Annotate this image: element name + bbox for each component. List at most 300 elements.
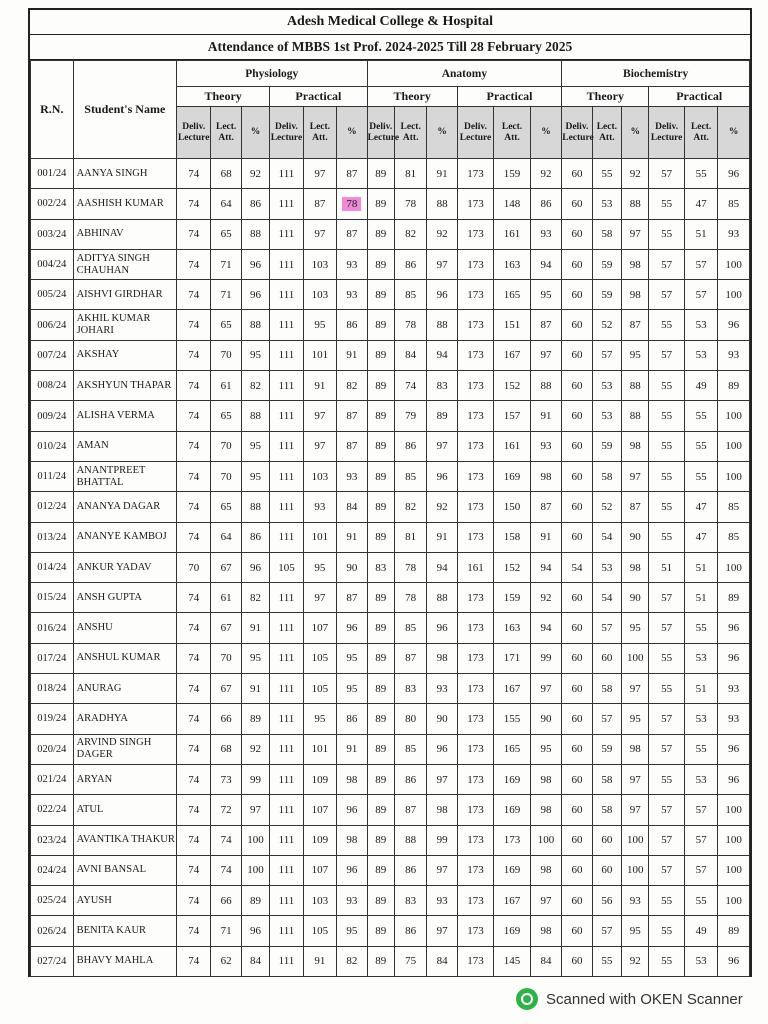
attendance-cell: 97 — [530, 886, 561, 916]
column-header: % — [241, 107, 269, 159]
attendance-cell: 89 — [367, 492, 394, 522]
attendance-cell: 98 — [622, 280, 649, 310]
attendance-cell: 96 — [337, 613, 367, 643]
attendance-cell: 60 — [562, 401, 592, 431]
roll-number: 013/24 — [31, 522, 74, 552]
student-name: ANKUR YADAV — [73, 552, 176, 582]
attendance-cell: 111 — [270, 492, 303, 522]
rn-header: R.N. — [31, 61, 74, 159]
attendance-cell: 90 — [622, 522, 649, 552]
attendance-cell: 51 — [684, 552, 717, 582]
attendance-cell: 87 — [530, 310, 561, 340]
attendance-cell: 105 — [270, 552, 303, 582]
roll-number: 025/24 — [31, 886, 74, 916]
attendance-cell: 96 — [241, 249, 269, 279]
attendance-cell: 78 — [394, 189, 426, 219]
roll-number: 005/24 — [31, 280, 74, 310]
column-header: Deliv. Lecture — [649, 107, 684, 159]
roll-number: 024/24 — [31, 855, 74, 885]
student-name: ATUL — [73, 795, 176, 825]
attendance-cell: 60 — [562, 946, 592, 976]
attendance-cell: 52 — [592, 310, 621, 340]
attendance-cell: 111 — [270, 522, 303, 552]
attendance-cell: 53 — [592, 401, 621, 431]
attendance-cell: 89 — [367, 310, 394, 340]
attendance-cell: 74 — [211, 825, 241, 855]
attendance-cell: 83 — [394, 674, 426, 704]
attendance-cell: 87 — [337, 431, 367, 461]
student-name: ANSHU — [73, 613, 176, 643]
attendance-cell: 97 — [530, 340, 561, 370]
attendance-cell: 101 — [303, 340, 336, 370]
attendance-cell: 57 — [649, 340, 684, 370]
attendance-cell: 93 — [337, 249, 367, 279]
attendance-cell: 165 — [494, 734, 530, 764]
attendance-cell: 74 — [176, 825, 210, 855]
attendance-cell: 57 — [684, 280, 717, 310]
attendance-cell: 111 — [270, 280, 303, 310]
attendance-cell: 87 — [394, 643, 426, 673]
attendance-cell: 55 — [684, 401, 717, 431]
attendance-cell: 83 — [367, 552, 394, 582]
table-row — [31, 492, 750, 522]
attendance-cell: 111 — [270, 855, 303, 885]
attendance-cell: 92 — [530, 159, 561, 189]
attendance-cell: 60 — [562, 916, 592, 946]
attendance-cell: 96 — [718, 643, 750, 673]
attendance-cell: 97 — [427, 249, 457, 279]
attendance-cell: 96 — [718, 734, 750, 764]
attendance-cell: 74 — [176, 795, 210, 825]
attendance-cell: 55 — [649, 916, 684, 946]
attendance-cell: 57 — [592, 704, 621, 734]
student-name: AMAN — [73, 431, 176, 461]
attendance-cell: 53 — [684, 310, 717, 340]
student-name: AKHIL KUMAR JOHARI — [73, 310, 176, 340]
attendance-cell: 173 — [457, 764, 493, 794]
attendance-cell: 173 — [457, 492, 493, 522]
attendance-cell: 60 — [562, 159, 592, 189]
attendance-cell: 57 — [649, 795, 684, 825]
attendance-cell: 88 — [622, 189, 649, 219]
attendance-cell: 74 — [176, 946, 210, 976]
attendance-cell: 74 — [176, 340, 210, 370]
attendance-cell: 60 — [562, 855, 592, 885]
roll-number: 008/24 — [31, 371, 74, 401]
attendance-cell: 111 — [270, 674, 303, 704]
attendance-cell: 96 — [241, 552, 269, 582]
attendance-cell: 74 — [176, 764, 210, 794]
student-name: ADITYA SINGH CHAUHAN — [73, 249, 176, 279]
attendance-cell: 96 — [337, 855, 367, 885]
name-header: Student's Name — [73, 61, 176, 159]
attendance-cell: 101 — [303, 734, 336, 764]
attendance-cell: 60 — [562, 583, 592, 613]
attendance-cell: 100 — [622, 855, 649, 885]
attendance-cell: 86 — [241, 522, 269, 552]
attendance-cell: 89 — [367, 522, 394, 552]
student-name: AVANTIKA THAKUR — [73, 825, 176, 855]
attendance-cell: 55 — [649, 674, 684, 704]
attendance-cell: 74 — [176, 886, 210, 916]
attendance-cell: 74 — [176, 704, 210, 734]
attendance-cell: 65 — [211, 310, 241, 340]
attendance-cell: 55 — [649, 461, 684, 491]
table-row — [31, 764, 750, 794]
roll-number: 014/24 — [31, 552, 74, 582]
attendance-cell: 94 — [530, 613, 561, 643]
attendance-cell: 98 — [337, 825, 367, 855]
attendance-cell: 73 — [211, 764, 241, 794]
table-row — [31, 886, 750, 916]
attendance-cell: 82 — [337, 946, 367, 976]
attendance-cell: 89 — [718, 916, 750, 946]
attendance-cell: 91 — [337, 522, 367, 552]
attendance-cell: 169 — [494, 764, 530, 794]
attendance-cell: 51 — [684, 219, 717, 249]
attendance-cell: 74 — [394, 371, 426, 401]
attendance-cell: 111 — [270, 795, 303, 825]
attendance-cell: 107 — [303, 613, 336, 643]
attendance-cell: 61 — [211, 371, 241, 401]
table-row — [31, 946, 750, 976]
attendance-cell: 93 — [718, 704, 750, 734]
attendance-cell: 96 — [427, 461, 457, 491]
attendance-cell: 93 — [530, 431, 561, 461]
attendance-cell: 111 — [270, 159, 303, 189]
attendance-cell: 98 — [427, 643, 457, 673]
attendance-cell: 173 — [457, 461, 493, 491]
attendance-cell: 55 — [649, 189, 684, 219]
attendance-cell: 97 — [241, 795, 269, 825]
attendance-cell: 98 — [337, 764, 367, 794]
attendance-cell: 103 — [303, 249, 336, 279]
attendance-cell: 55 — [649, 219, 684, 249]
attendance-cell: 173 — [457, 431, 493, 461]
attendance-cell: 65 — [211, 492, 241, 522]
attendance-cell: 111 — [270, 310, 303, 340]
attendance-cell: 109 — [303, 825, 336, 855]
attendance-cell: 111 — [270, 249, 303, 279]
student-name: ARADHYA — [73, 704, 176, 734]
student-name: ANANYE KAMBOJ — [73, 522, 176, 552]
attendance-cell: 89 — [367, 159, 394, 189]
attendance-cell: 66 — [211, 886, 241, 916]
physiology-practical-header: Practical — [270, 87, 367, 107]
attendance-cell: 55 — [684, 613, 717, 643]
attendance-cell: 173 — [457, 189, 493, 219]
attendance-cell: 81 — [394, 159, 426, 189]
attendance-cell: 93 — [427, 886, 457, 916]
table-row — [31, 613, 750, 643]
attendance-cell: 89 — [367, 886, 394, 916]
attendance-cell: 89 — [367, 249, 394, 279]
attendance-cell: 89 — [367, 704, 394, 734]
attendance-cell: 96 — [718, 613, 750, 643]
subject-biochemistry: Biochemistry — [562, 61, 750, 87]
table-row — [31, 643, 750, 673]
attendance-cell: 173 — [457, 613, 493, 643]
attendance-cell: 67 — [211, 674, 241, 704]
attendance-cell: 60 — [562, 795, 592, 825]
attendance-cell: 88 — [530, 371, 561, 401]
table-row — [31, 795, 750, 825]
attendance-cell: 58 — [592, 764, 621, 794]
attendance-cell: 84 — [337, 492, 367, 522]
attendance-cell: 169 — [494, 855, 530, 885]
attendance-cell: 152 — [494, 371, 530, 401]
attendance-cell: 93 — [337, 461, 367, 491]
attendance-cell: 96 — [718, 159, 750, 189]
attendance-cell: 60 — [562, 371, 592, 401]
table-row — [31, 219, 750, 249]
attendance-cell: 90 — [337, 552, 367, 582]
attendance-cell: 95 — [241, 340, 269, 370]
attendance-cell: 95 — [530, 734, 561, 764]
attendance-cell: 57 — [684, 825, 717, 855]
attendance-cell: 100 — [718, 431, 750, 461]
roll-number: 010/24 — [31, 431, 74, 461]
attendance-cell: 60 — [562, 340, 592, 370]
attendance-cell: 97 — [427, 855, 457, 885]
attendance-cell: 55 — [684, 431, 717, 461]
attendance-cell: 55 — [649, 764, 684, 794]
attendance-cell: 58 — [592, 795, 621, 825]
attendance-cell: 57 — [649, 249, 684, 279]
attendance-cell: 173 — [457, 219, 493, 249]
attendance-cell: 87 — [337, 401, 367, 431]
attendance-cell: 173 — [457, 310, 493, 340]
student-name: ALISHA VERMA — [73, 401, 176, 431]
attendance-cell: 56 — [592, 886, 621, 916]
attendance-cell: 173 — [457, 522, 493, 552]
attendance-cell: 68 — [211, 734, 241, 764]
roll-number: 001/24 — [31, 159, 74, 189]
attendance-cell: 93 — [530, 219, 561, 249]
attendance-cell: 92 — [622, 946, 649, 976]
student-name: ARVIND SINGH DAGER — [73, 734, 176, 764]
attendance-cell: 97 — [303, 219, 336, 249]
attendance-cell: 96 — [718, 946, 750, 976]
attendance-cell: 89 — [367, 825, 394, 855]
attendance-cell: 95 — [337, 916, 367, 946]
attendance-cell: 71 — [211, 249, 241, 279]
table-row — [31, 401, 750, 431]
attendance-cell: 173 — [457, 916, 493, 946]
attendance-cell: 72 — [211, 795, 241, 825]
attendance-cell: 89 — [718, 583, 750, 613]
attendance-cell: 100 — [622, 643, 649, 673]
attendance-cell: 53 — [684, 764, 717, 794]
attendance-cell: 74 — [176, 461, 210, 491]
attendance-cell: 100 — [718, 825, 750, 855]
roll-number: 011/24 — [31, 461, 74, 491]
attendance-cell: 60 — [562, 280, 592, 310]
attendance-cell: 90 — [530, 704, 561, 734]
attendance-cell: 60 — [592, 825, 621, 855]
attendance-cell: 97 — [303, 159, 336, 189]
attendance-cell: 96 — [337, 795, 367, 825]
attendance-cell: 88 — [394, 825, 426, 855]
roll-number: 004/24 — [31, 249, 74, 279]
attendance-cell: 111 — [270, 613, 303, 643]
attendance-cell: 60 — [592, 855, 621, 885]
table-row — [31, 159, 750, 189]
table-row — [31, 734, 750, 764]
attendance-cell: 97 — [427, 916, 457, 946]
attendance-cell: 96 — [718, 310, 750, 340]
attendance-cell: 92 — [622, 159, 649, 189]
column-header: Lect. Att. — [394, 107, 426, 159]
roll-number: 019/24 — [31, 704, 74, 734]
attendance-cell: 86 — [241, 189, 269, 219]
attendance-cell: 60 — [562, 825, 592, 855]
attendance-cell: 86 — [394, 249, 426, 279]
attendance-cell: 89 — [367, 280, 394, 310]
attendance-cell: 95 — [337, 643, 367, 673]
attendance-cell: 89 — [367, 855, 394, 885]
attendance-cell: 58 — [592, 461, 621, 491]
attendance-cell: 47 — [684, 522, 717, 552]
column-header: % — [530, 107, 561, 159]
attendance-cell: 90 — [427, 704, 457, 734]
attendance-cell: 89 — [367, 613, 394, 643]
attendance-cell: 161 — [457, 552, 493, 582]
attendance-cell: 53 — [684, 704, 717, 734]
attendance-cell: 60 — [562, 461, 592, 491]
attendance-cell: 103 — [303, 461, 336, 491]
attendance-cell: 169 — [494, 916, 530, 946]
attendance-cell: 52 — [592, 492, 621, 522]
attendance-cell: 54 — [592, 522, 621, 552]
student-name: ANANYA DAGAR — [73, 492, 176, 522]
attendance-cell: 89 — [367, 946, 394, 976]
attendance-cell: 100 — [241, 855, 269, 885]
attendance-cell: 95 — [337, 674, 367, 704]
attendance-cell: 82 — [337, 371, 367, 401]
attendance-cell: 111 — [270, 431, 303, 461]
attendance-cell: 89 — [367, 401, 394, 431]
attendance-cell: 87 — [303, 189, 336, 219]
attendance-cell: 157 — [494, 401, 530, 431]
attendance-cell: 82 — [241, 371, 269, 401]
attendance-cell: 101 — [303, 522, 336, 552]
attendance-cell: 85 — [394, 613, 426, 643]
attendance-cell: 152 — [494, 552, 530, 582]
attendance-cell: 92 — [427, 492, 457, 522]
attendance-cell: 64 — [211, 522, 241, 552]
attendance-cell: 88 — [427, 583, 457, 613]
attendance-cell: 57 — [649, 704, 684, 734]
attendance-cell: 89 — [367, 674, 394, 704]
attendance-cell: 60 — [562, 310, 592, 340]
attendance-cell: 87 — [394, 795, 426, 825]
attendance-cell: 51 — [684, 583, 717, 613]
attendance-cell: 70 — [176, 552, 210, 582]
attendance-cell: 88 — [241, 492, 269, 522]
attendance-cell: 49 — [684, 371, 717, 401]
attendance-cell: 59 — [592, 280, 621, 310]
attendance-cell: 74 — [176, 583, 210, 613]
attendance-cell: 111 — [270, 401, 303, 431]
attendance-cell: 100 — [718, 795, 750, 825]
attendance-cell: 54 — [592, 583, 621, 613]
anatomy-theory-header: Theory — [367, 87, 457, 107]
attendance-cell: 91 — [427, 522, 457, 552]
attendance-cell: 91 — [303, 946, 336, 976]
attendance-cell: 99 — [530, 643, 561, 673]
table-row — [31, 249, 750, 279]
attendance-cell: 86 — [394, 855, 426, 885]
attendance-cell: 89 — [367, 916, 394, 946]
column-header: Deliv. Lecture — [562, 107, 592, 159]
column-header: Lect. Att. — [592, 107, 621, 159]
student-name: ANSHUL KUMAR — [73, 643, 176, 673]
table-row — [31, 855, 750, 885]
attendance-cell: 53 — [592, 552, 621, 582]
attendance-cell: 65 — [211, 401, 241, 431]
attendance-cell: 107 — [303, 795, 336, 825]
oken-logo-icon — [516, 988, 538, 1010]
attendance-cell: 65 — [211, 219, 241, 249]
column-header: Lect. Att. — [211, 107, 241, 159]
attendance-cell: 163 — [494, 613, 530, 643]
attendance-cell: 91 — [303, 371, 336, 401]
college-title: Adesh Medical College & Hospital — [30, 8, 750, 35]
attendance-cell: 173 — [457, 280, 493, 310]
roll-number: 026/24 — [31, 916, 74, 946]
attendance-cell: 55 — [649, 310, 684, 340]
attendance-cell: 97 — [622, 795, 649, 825]
attendance-cell: 159 — [494, 583, 530, 613]
attendance-cell: 53 — [684, 946, 717, 976]
attendance-cell: 95 — [622, 704, 649, 734]
attendance-cell: 59 — [592, 249, 621, 279]
student-name: ANURAG — [73, 674, 176, 704]
attendance-cell: 95 — [303, 704, 336, 734]
attendance-cell: 95 — [303, 310, 336, 340]
attendance-cell: 161 — [494, 219, 530, 249]
attendance-cell: 89 — [367, 431, 394, 461]
attendance-cell: 55 — [684, 886, 717, 916]
attendance-cell: 103 — [303, 886, 336, 916]
biochemistry-practical-header: Practical — [649, 87, 750, 107]
attendance-cell: 93 — [337, 280, 367, 310]
attendance-cell: 173 — [457, 674, 493, 704]
attendance-cell: 95 — [622, 916, 649, 946]
attendance-cell: 95 — [241, 461, 269, 491]
attendance-cell: 55 — [592, 159, 621, 189]
attendance-cell: 74 — [176, 734, 210, 764]
attendance-cell: 95 — [622, 340, 649, 370]
attendance-cell: 81 — [394, 522, 426, 552]
attendance-cell: 82 — [394, 492, 426, 522]
attendance-cell: 55 — [649, 371, 684, 401]
attendance-cell: 83 — [394, 886, 426, 916]
attendance-cell: 111 — [270, 461, 303, 491]
attendance-cell: 159 — [494, 159, 530, 189]
attendance-cell: 70 — [211, 643, 241, 673]
attendance-cell: 60 — [562, 189, 592, 219]
attendance-cell: 60 — [562, 613, 592, 643]
attendance-cell: 86 — [337, 704, 367, 734]
attendance-cell: 61 — [211, 583, 241, 613]
attendance-cell: 96 — [427, 613, 457, 643]
attendance-cell: 57 — [649, 159, 684, 189]
column-header: Deliv. Lecture — [270, 107, 303, 159]
attendance-cell: 53 — [592, 371, 621, 401]
attendance-cell: 55 — [649, 431, 684, 461]
